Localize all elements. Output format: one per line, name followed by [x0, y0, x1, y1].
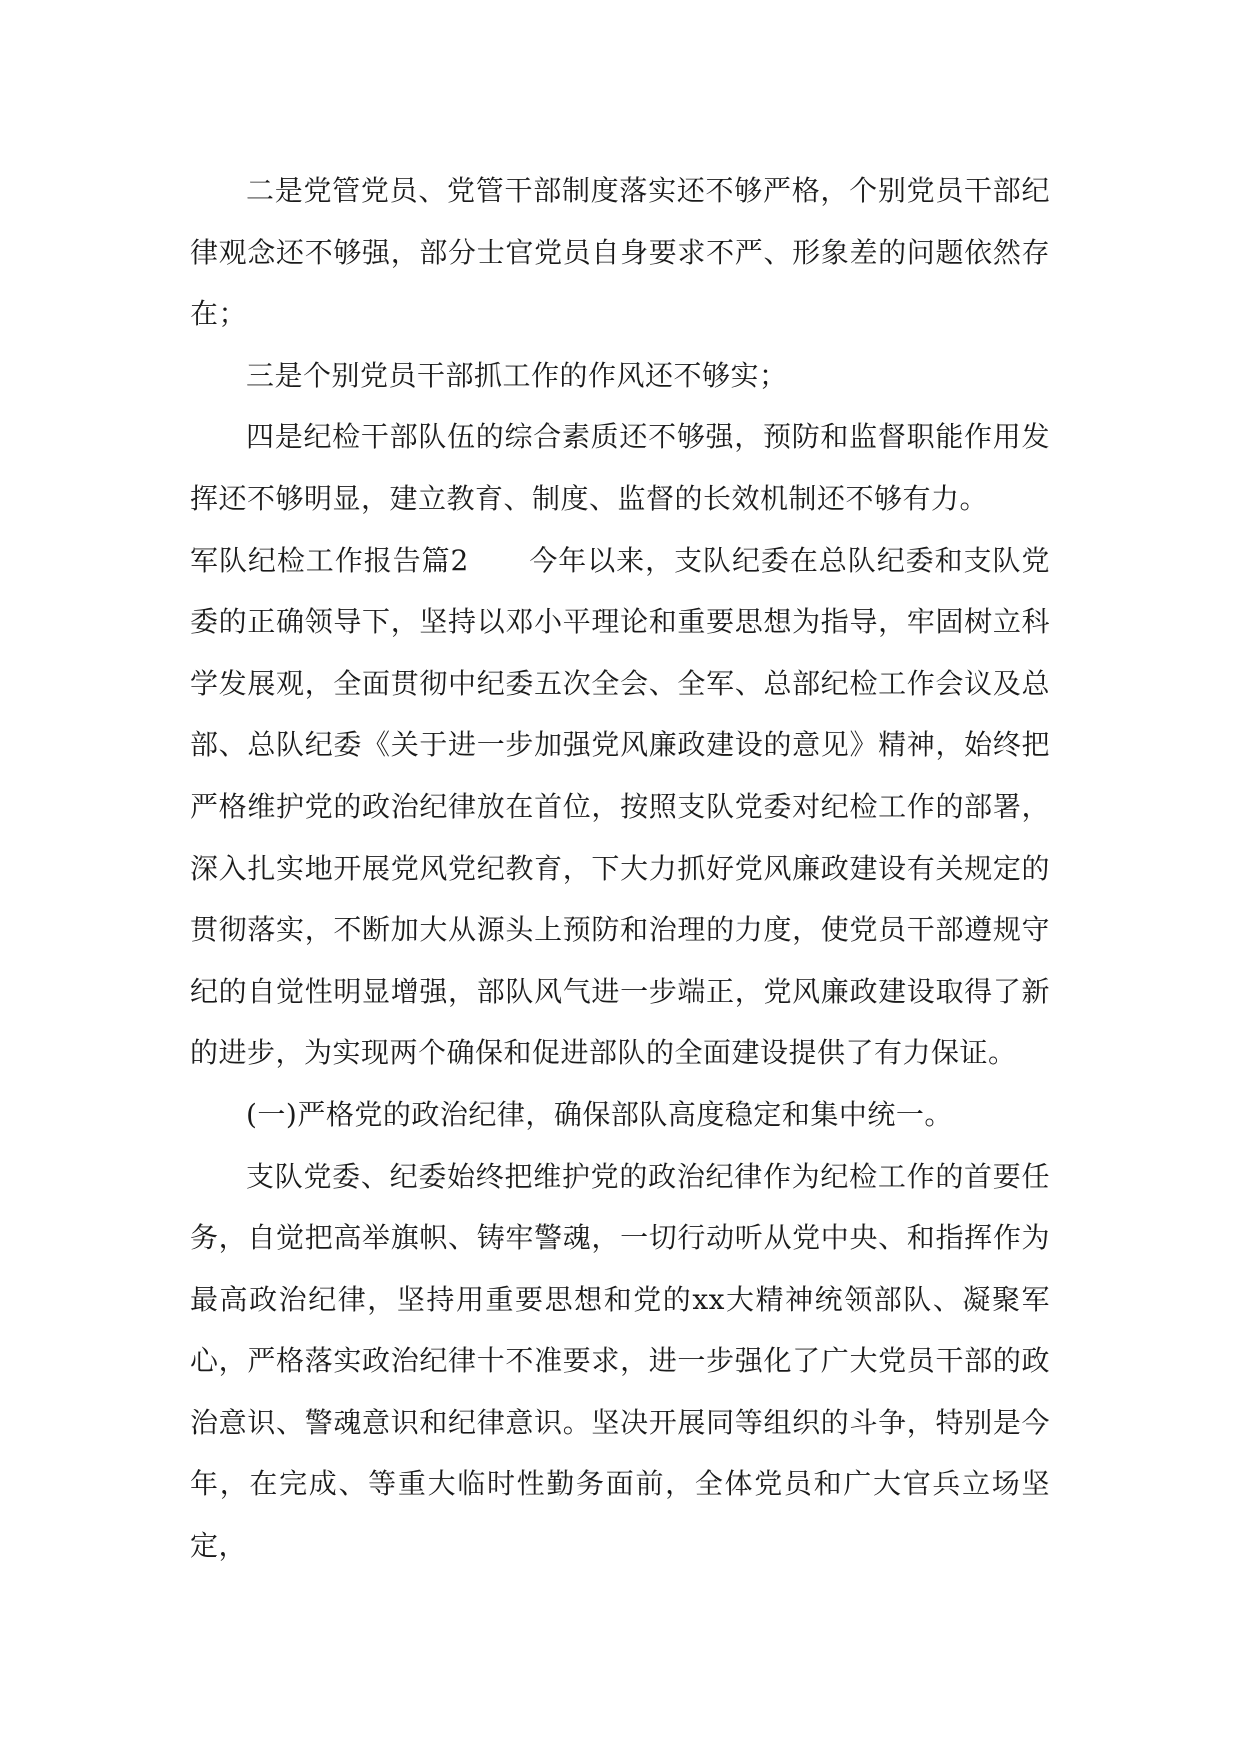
paragraph-political-discipline: 支队党委、纪委始终把维护党的政治纪律作为纪检工作的首要任务，自觉把高举旗帜、铸牢警魂，一切行动听从党中央、和指挥作为最高政治纪律，坚持用重要思想和党的xx大精神统领部队、凝聚军心，严格落实政治纪律十不准要求，进一步强化了广大党员干部的政治意识、警魂意识和纪律意识。坚决开展同等组织的斗争，特别是今年，在完成、等重大临时性勤务面前，全体党员和广大官兵立场坚定，: [190, 1159, 1050, 1563]
paragraph-work-style: 三是个别党员干部抓工作的作风还不够实；: [246, 358, 788, 392]
document-body: [190, 160, 1050, 1577]
section-paragraph: [190, 530, 1050, 1084]
paragraph-inspection-team: 四是纪检干部队伍的综合素质还不够强，预防和监督职能作用发挥还不够明显，建立教育、制度、监督的长效机制还不够有力。: [190, 420, 1050, 515]
section-intro-text: 今年以来，支队纪委在总队纪委和支队党委的正确领导下，坚持以邓小平理论和重要思想为指导，牢固树立科学发展观，全面贯彻中纪委五次全会、全军、总部纪检工作会议及总部、总队纪委《关于进一步加强党风廉政建设的意见》精神，始终把严格维护党的政治纪律放在首位，按照支队党委对纪检工作的部署，深入扎实地开展党风党纪教育，下大力抓好党风廉政建设有关规定的贯彻落实，不断加大从源头上预防和治理的力度，使党员干部遵规守纪的自觉性明显增强，部队风气进一步端正，党风廉政建设取得了新的进步，为实现两个确保和促进部队的全面建设提供了有力保证。: [190, 543, 1050, 1070]
subheading-political-discipline: (一)严格党的政治纪律，确保部队高度稳定和集中统一。: [246, 1097, 953, 1131]
section-heading: 军队纪检工作报告篇2: [190, 543, 469, 577]
paragraph-discipline-enforcement: 二是党管党员、党管干部制度落实还不够严格，个别党员干部纪律观念还不够强，部分士官党员自身要求不严、形象差的问题依然存在；: [190, 174, 1050, 331]
